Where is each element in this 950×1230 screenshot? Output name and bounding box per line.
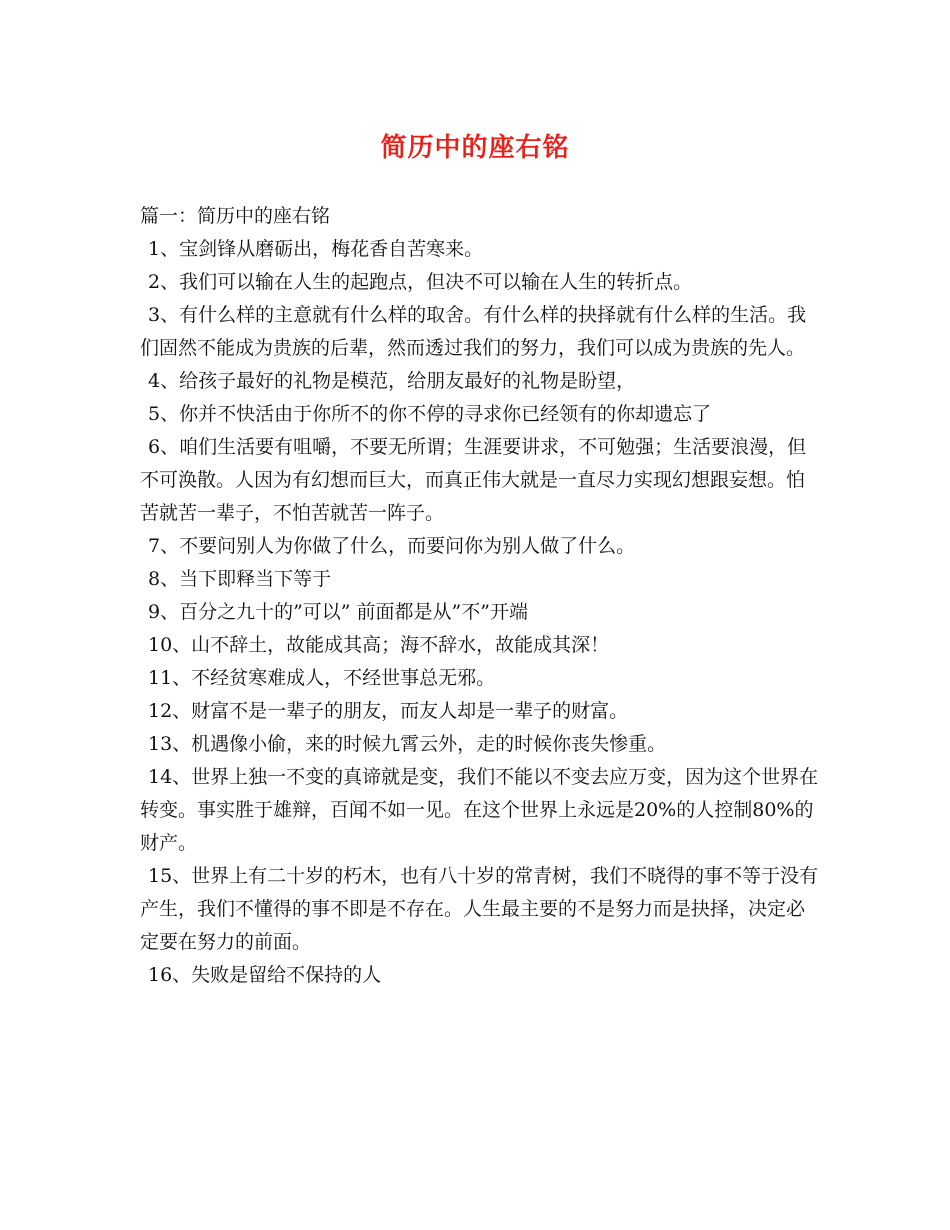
motto-item-1: 1、宝剑锋从磨砺出，梅花香自苦寒来。	[148, 238, 484, 260]
motto-item-9: 9、百分之九十的”可以” 前面都是从”不”开端	[148, 601, 528, 623]
document-title: 简历中的座右铭	[380, 133, 570, 163]
motto-item-12: 12、财富不是一辈子的朋友，而友人却是一辈子的财富。	[148, 700, 629, 722]
motto-item-10: 10、山不辞土，故能成其高；海不辞水，故能成其深！	[148, 634, 610, 656]
motto-item-14: 14、世界上独一不变的真谛就是变，我们不能以不变去应万变，因为这个世界在转变。事实胜于雄辩，百闻不如一见。在这个世界上永远是20%的人控制80%的财产。	[140, 766, 819, 854]
motto-item-16: 16、失败是留给不保持的人	[148, 964, 382, 986]
motto-item-11: 11、不经贫寒难成人，不经世事总无邪。	[148, 667, 496, 689]
motto-item-2: 2、我们可以输在人生的起跑点，但决不可以输在人生的转折点。	[148, 271, 693, 293]
motto-item-15: 15、世界上有二十岁的朽木，也有八十岁的常青树，我们不晓得的事不等于没有产生，我们不懂得的事不即是不存在。人生最主要的不是努力而是抉择，决定必定要在努力的前面。	[140, 865, 819, 953]
motto-item-7: 7、不要问别人为你做了什么，而要问你为别人做了什么。	[148, 535, 636, 557]
motto-item-6: 6、咱们生活要有咀嚼，不要无所谓；生涯要讲求，不可勉强；生活要浪漫，但不可涣散。人因为有幻想而巨大，而真正伟大就是一直尽力实现幻想跟妄想。怕苦就苦一辈子，不怕苦就苦一阵子。	[140, 436, 807, 524]
motto-item-3: 3、有什么样的主意就有什么样的取舍。有什么样的抉择就有什么样的生活。我们固然不能成为贵族的后辈，然而透过我们的努力，我们可以成为贵族的先人。	[140, 304, 807, 359]
document-body	[140, 200, 820, 992]
section-heading: 篇一：简历中的座右铭	[140, 205, 331, 227]
motto-item-13: 13、机遇像小偷，来的时候九霄云外，走的时候你丧失惨重。	[148, 733, 667, 755]
motto-item-5: 5、你并不快活由于你所不的你不停的寻求你已经领有的你却遗忘了	[148, 403, 712, 425]
motto-item-4: 4、给孩子最好的礼物是模范，给朋友最好的礼物是盼望，	[148, 370, 636, 392]
motto-item-8: 8、当下即释当下等于	[148, 568, 332, 590]
